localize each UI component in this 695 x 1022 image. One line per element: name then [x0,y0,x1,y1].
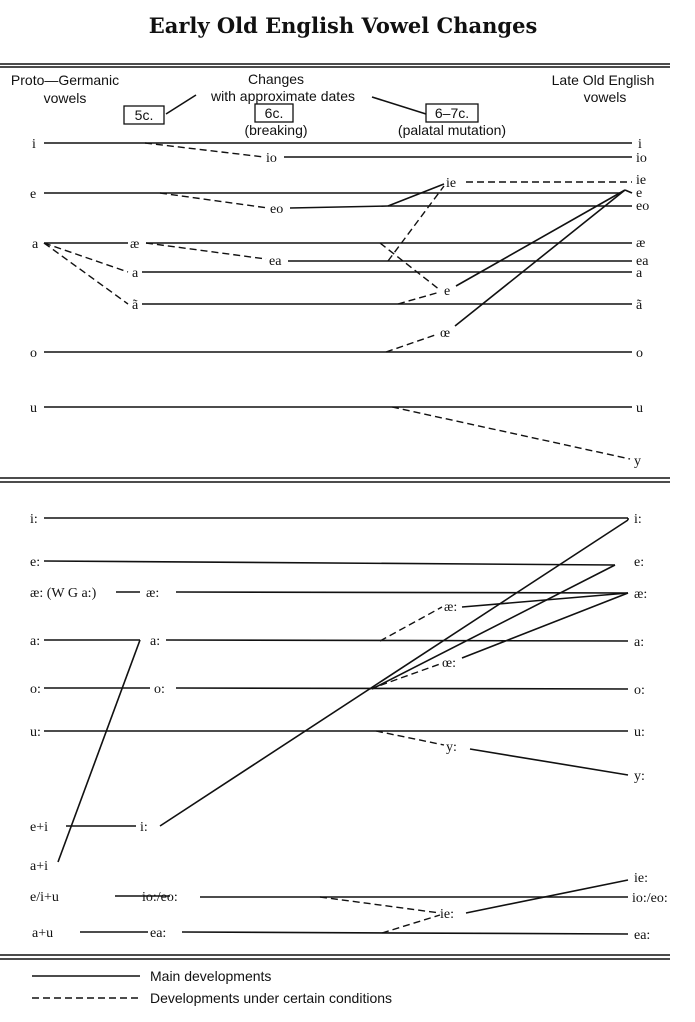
mid-a: a [132,266,139,281]
pg-long-ae: æ: (W G a:) [30,586,97,601]
late-a-nasal: ã [636,298,643,313]
mid-long-y: y: [446,740,457,755]
pg-e: e [30,187,37,202]
late-long-i: i: [634,512,642,527]
mid-ae: æ [130,237,140,252]
late-long-ea: ea: [634,928,651,943]
mid-a-nasal: ã [132,298,139,313]
late-long-e: e: [634,555,645,570]
header-center-line1: Changes [247,71,305,87]
late-ie: ie [636,173,647,188]
pg-a: a [32,237,39,252]
late-long-y: y: [634,769,645,784]
diagram-title: Early Old English Vowel Changes [148,13,538,38]
mid-long-o: o: [154,682,165,697]
mid-long-i: i: [140,820,148,835]
date-6-7c: 6–7c. [434,105,470,121]
mid-long-ie: ie: [440,907,454,922]
mid-io: io [266,151,277,166]
late-long-a: a: [634,635,645,650]
pg-long-i: i: [30,512,38,527]
late-i: i [638,137,642,152]
mid-long-ae: æ: [146,586,160,601]
header-left-line1: Proto—Germanic [10,72,120,88]
pg-long-o: o: [30,682,41,697]
mid-long-ae-2: æ: [444,600,458,615]
mid-long-oe: œ: [442,656,456,671]
mid-e: e [444,284,451,299]
date-5c: 5c. [134,107,154,123]
pg-u: u [30,401,37,416]
late-ea: ea [636,254,649,269]
pg-o: o [30,346,37,361]
late-long-ae: æ: [634,587,648,602]
long-vowel-labels [30,512,668,943]
date-6c: 6c. [264,105,284,121]
short-vowel-labels [30,137,649,469]
header-right-line2: vowels [583,89,627,105]
header-left-line2: vowels [43,90,87,106]
late-o: o [636,346,643,361]
late-io: io [636,151,647,166]
mid-long-ea: ea: [150,926,167,941]
late-e: e [636,186,643,201]
late-ae: æ [636,236,646,251]
mid-io-eo: io:/eo: [142,890,178,905]
late-eo: eo [636,199,650,214]
late-io-eo: io:/eo: [632,891,668,906]
late-long-ie: ie: [634,871,648,886]
header-right-line1: Late Old English [551,72,655,88]
pg-i: i [32,137,36,152]
long-vowel-lines [44,518,628,934]
breaking-label: (breaking) [244,122,308,138]
pg-ei-plus-u: e/i+u [30,890,59,905]
pg-long-u: u: [30,725,41,740]
pg-long-e: e: [30,555,41,570]
pg-a-plus-i: a+i [30,859,48,874]
mid-long-a: a: [150,634,161,649]
connector-6-7c [372,97,426,114]
mid-ea: ea [269,254,282,269]
legend [32,968,392,1006]
late-long-u: u: [634,725,645,740]
late-u: u [636,401,643,416]
late-long-o: o: [634,683,645,698]
legend-conditional-label: Developments under certain conditions [150,990,393,1006]
legend-main-label: Main developments [150,968,272,984]
pg-long-a: a: [30,634,41,649]
late-a: a [636,266,643,281]
palatal-mutation-label: (palatal mutation) [397,122,507,138]
connector-5c [166,95,196,114]
mid-eo: eo [270,202,284,217]
pg-e-plus-i: e+i [30,820,48,835]
pg-a-plus-u: a+u [32,926,54,941]
mid-ie: ie [446,176,457,191]
header-center-line2: with approximate dates [211,88,355,104]
late-y: y [634,454,641,469]
mid-oe: œ [440,326,451,341]
